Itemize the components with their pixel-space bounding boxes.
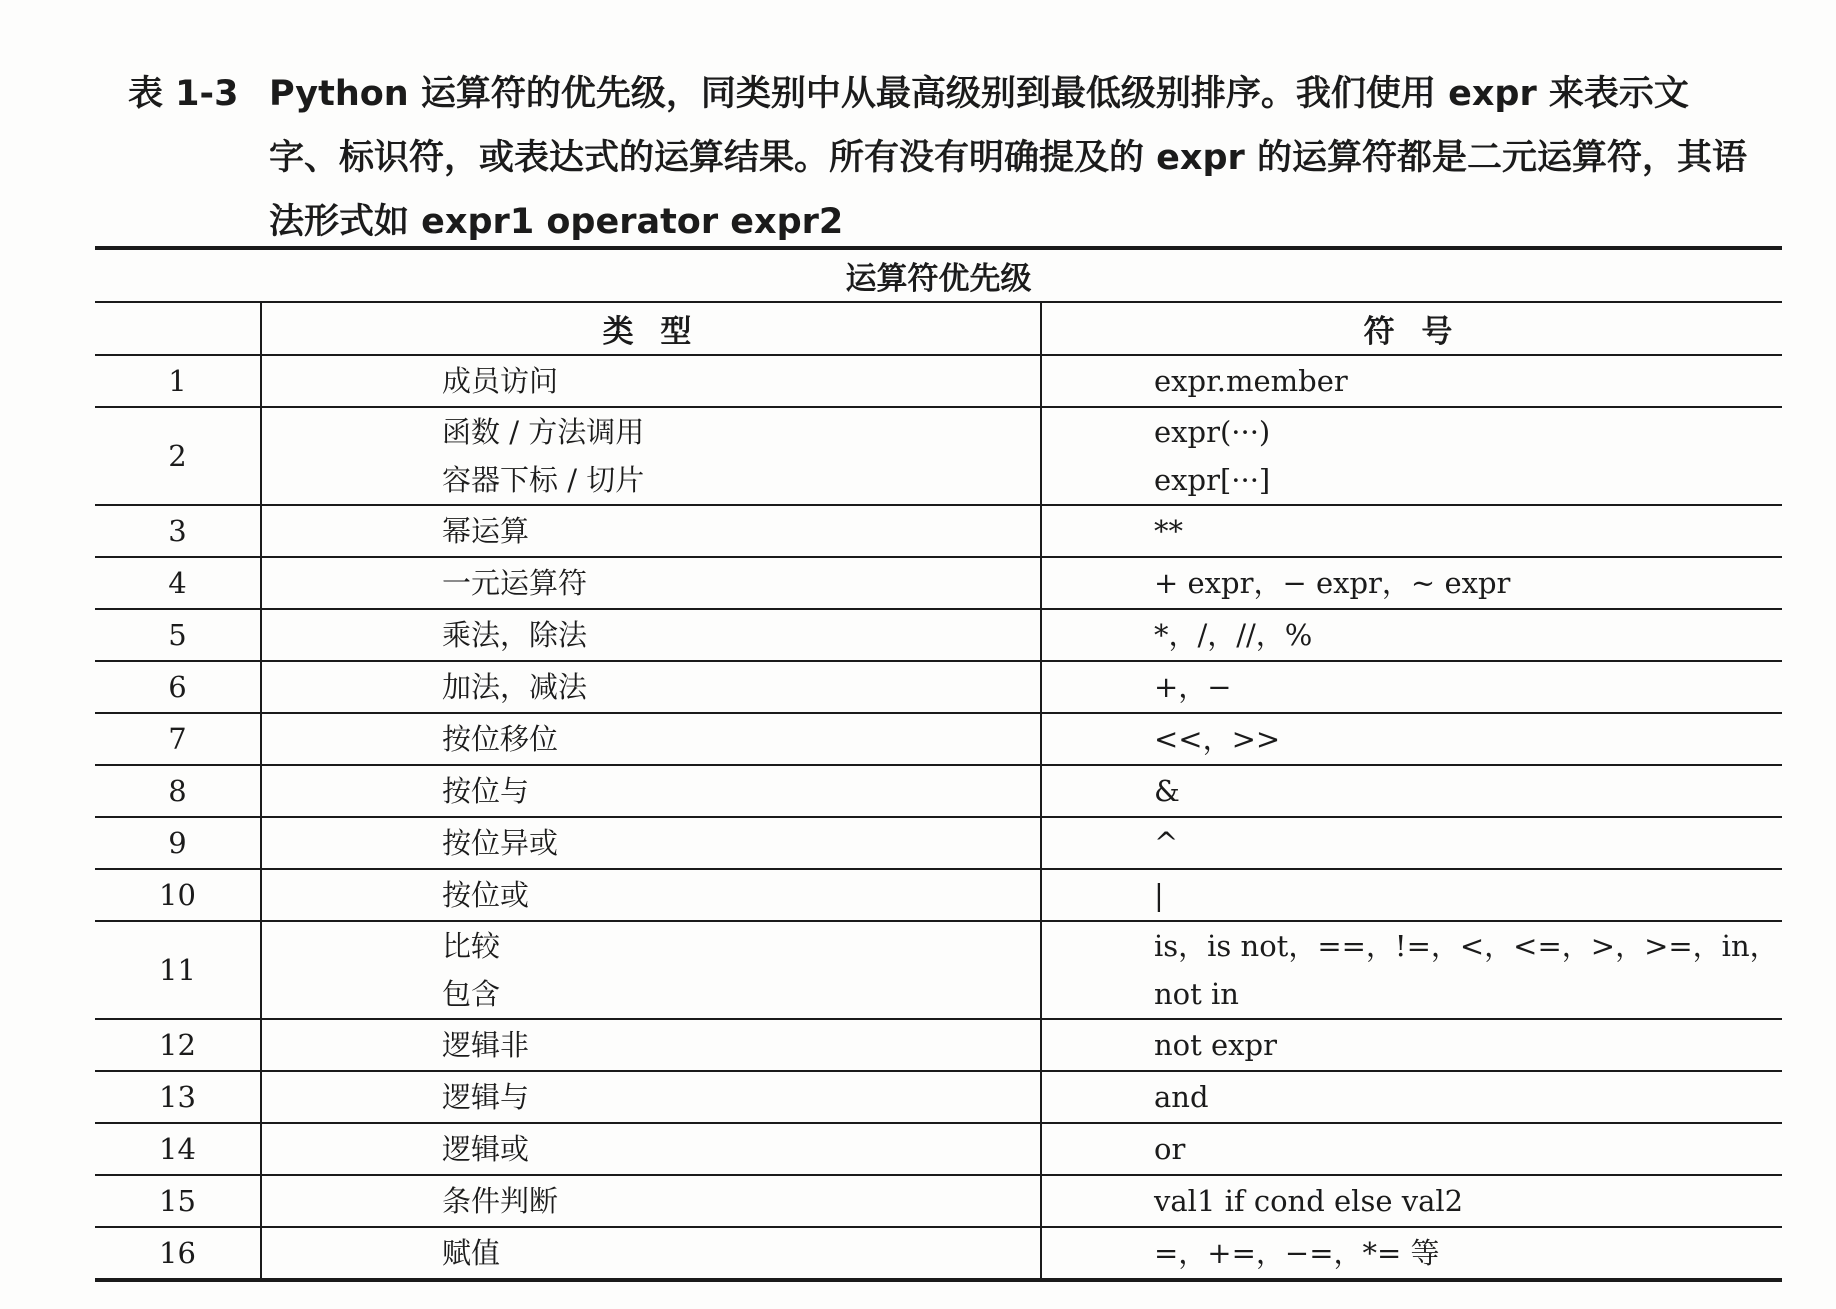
row-type	[261, 765, 1041, 817]
precedence-table-container	[95, 246, 1782, 1282]
type-line: 逻辑非	[442, 1028, 530, 1062]
symbol-line: |	[1154, 878, 1164, 912]
row-index: 13	[95, 1071, 261, 1123]
row-type	[261, 1071, 1041, 1123]
header-symbol: 符 号	[1041, 302, 1782, 355]
table-body	[95, 355, 1782, 1280]
type-line: 容器下标 / 切片	[442, 463, 645, 497]
caption-text: Python 运算符的优先级，同类别中从最高级别到最低级别排序。我们使用 expr 来表示文字、标识符，或表达式的运算结果。所有没有明确提及的 expr 的运算符都是二元运算符，其语法形式如 expr1 operator expr2	[269, 74, 1748, 242]
table-row	[95, 661, 1782, 713]
table-row	[95, 505, 1782, 557]
type-line: 按位移位	[442, 722, 559, 756]
symbol-line: **	[1154, 514, 1183, 548]
row-symbol	[1041, 1227, 1782, 1280]
row-symbol	[1041, 355, 1782, 407]
row-type	[261, 817, 1041, 869]
row-type	[261, 661, 1041, 713]
table-row	[95, 713, 1782, 765]
symbol-line: is，is not，==，!=，<，<=，>，>=，in，not in	[1154, 929, 1779, 1011]
caption-label: 表 1-3	[128, 74, 239, 114]
table-row	[95, 921, 1782, 1019]
type-line: 条件判断	[442, 1184, 559, 1218]
symbol-line: expr[···]	[1154, 463, 1271, 497]
row-type	[261, 713, 1041, 765]
symbol-line: or	[1154, 1132, 1186, 1166]
row-symbol	[1041, 609, 1782, 661]
symbol-line: + expr，− expr，~ expr	[1154, 566, 1511, 600]
row-index: 5	[95, 609, 261, 661]
row-type	[261, 1019, 1041, 1071]
type-line: 逻辑或	[442, 1132, 530, 1166]
row-type	[261, 407, 1041, 505]
row-symbol	[1041, 817, 1782, 869]
table-row	[95, 609, 1782, 661]
row-symbol	[1041, 869, 1782, 921]
type-line: 包含	[442, 977, 501, 1011]
row-type	[261, 921, 1041, 1019]
row-symbol	[1041, 661, 1782, 713]
row-index: 1	[95, 355, 261, 407]
table-caption	[128, 62, 1758, 254]
row-index: 2	[95, 407, 261, 505]
type-line: 逻辑与	[442, 1080, 530, 1114]
row-symbol	[1041, 921, 1782, 1019]
type-line: 按位与	[442, 774, 530, 808]
symbol-line: <<，>>	[1154, 722, 1281, 756]
table-row	[95, 765, 1782, 817]
table-row	[95, 557, 1782, 609]
row-type	[261, 557, 1041, 609]
type-line: 一元运算符	[442, 566, 588, 600]
symbol-line: val1 if cond else val2	[1154, 1184, 1464, 1218]
row-index: 8	[95, 765, 261, 817]
row-type	[261, 1227, 1041, 1280]
table-header-row	[95, 302, 1782, 355]
type-line: 加法，减法	[442, 670, 588, 704]
row-index: 6	[95, 661, 261, 713]
row-index: 15	[95, 1175, 261, 1227]
row-type	[261, 355, 1041, 407]
type-line: 成员访问	[442, 364, 559, 398]
table-row	[95, 407, 1782, 505]
symbol-line: expr.member	[1154, 364, 1348, 398]
row-index: 9	[95, 817, 261, 869]
row-index: 4	[95, 557, 261, 609]
row-symbol	[1041, 557, 1782, 609]
row-symbol	[1041, 1123, 1782, 1175]
operator-precedence-table	[95, 246, 1782, 1282]
row-type	[261, 1123, 1041, 1175]
symbol-line: +，−	[1154, 670, 1232, 704]
row-type	[261, 505, 1041, 557]
row-type	[261, 869, 1041, 921]
row-type	[261, 1175, 1041, 1227]
row-symbol	[1041, 765, 1782, 817]
row-symbol	[1041, 713, 1782, 765]
table-row	[95, 1227, 1782, 1280]
row-symbol	[1041, 407, 1782, 505]
symbol-line: &	[1154, 774, 1180, 808]
table-row	[95, 869, 1782, 921]
row-index: 16	[95, 1227, 261, 1280]
row-type	[261, 609, 1041, 661]
type-line: 幂运算	[442, 514, 530, 548]
row-index: 11	[95, 921, 261, 1019]
type-line: 函数 / 方法调用	[442, 415, 645, 449]
table-title-row	[95, 248, 1782, 302]
row-index: 12	[95, 1019, 261, 1071]
row-symbol	[1041, 1019, 1782, 1071]
header-type: 类 型	[261, 302, 1041, 355]
symbol-line: and	[1154, 1080, 1209, 1114]
header-index	[95, 302, 261, 355]
type-line: 乘法，除法	[442, 618, 588, 652]
type-line: 按位或	[442, 878, 530, 912]
table-row	[95, 1175, 1782, 1227]
symbol-line: expr(···)	[1154, 415, 1271, 449]
type-line: 赋值	[442, 1236, 501, 1270]
row-index: 10	[95, 869, 261, 921]
table-title: 运算符优先级	[95, 248, 1782, 302]
symbol-line: *，/，//，%	[1154, 618, 1313, 652]
row-index: 3	[95, 505, 261, 557]
row-index: 14	[95, 1123, 261, 1175]
row-symbol	[1041, 505, 1782, 557]
symbol-line: =，+=，−=，*= 等	[1154, 1236, 1440, 1270]
table-row	[95, 1019, 1782, 1071]
table-row	[95, 817, 1782, 869]
table-row	[95, 1123, 1782, 1175]
table-row	[95, 1071, 1782, 1123]
row-index: 7	[95, 713, 261, 765]
table-row	[95, 355, 1782, 407]
row-symbol	[1041, 1071, 1782, 1123]
symbol-line: not expr	[1154, 1028, 1277, 1062]
type-line: 按位异或	[442, 826, 559, 860]
symbol-line: ^	[1154, 826, 1179, 860]
type-line: 比较	[442, 929, 501, 963]
row-symbol	[1041, 1175, 1782, 1227]
